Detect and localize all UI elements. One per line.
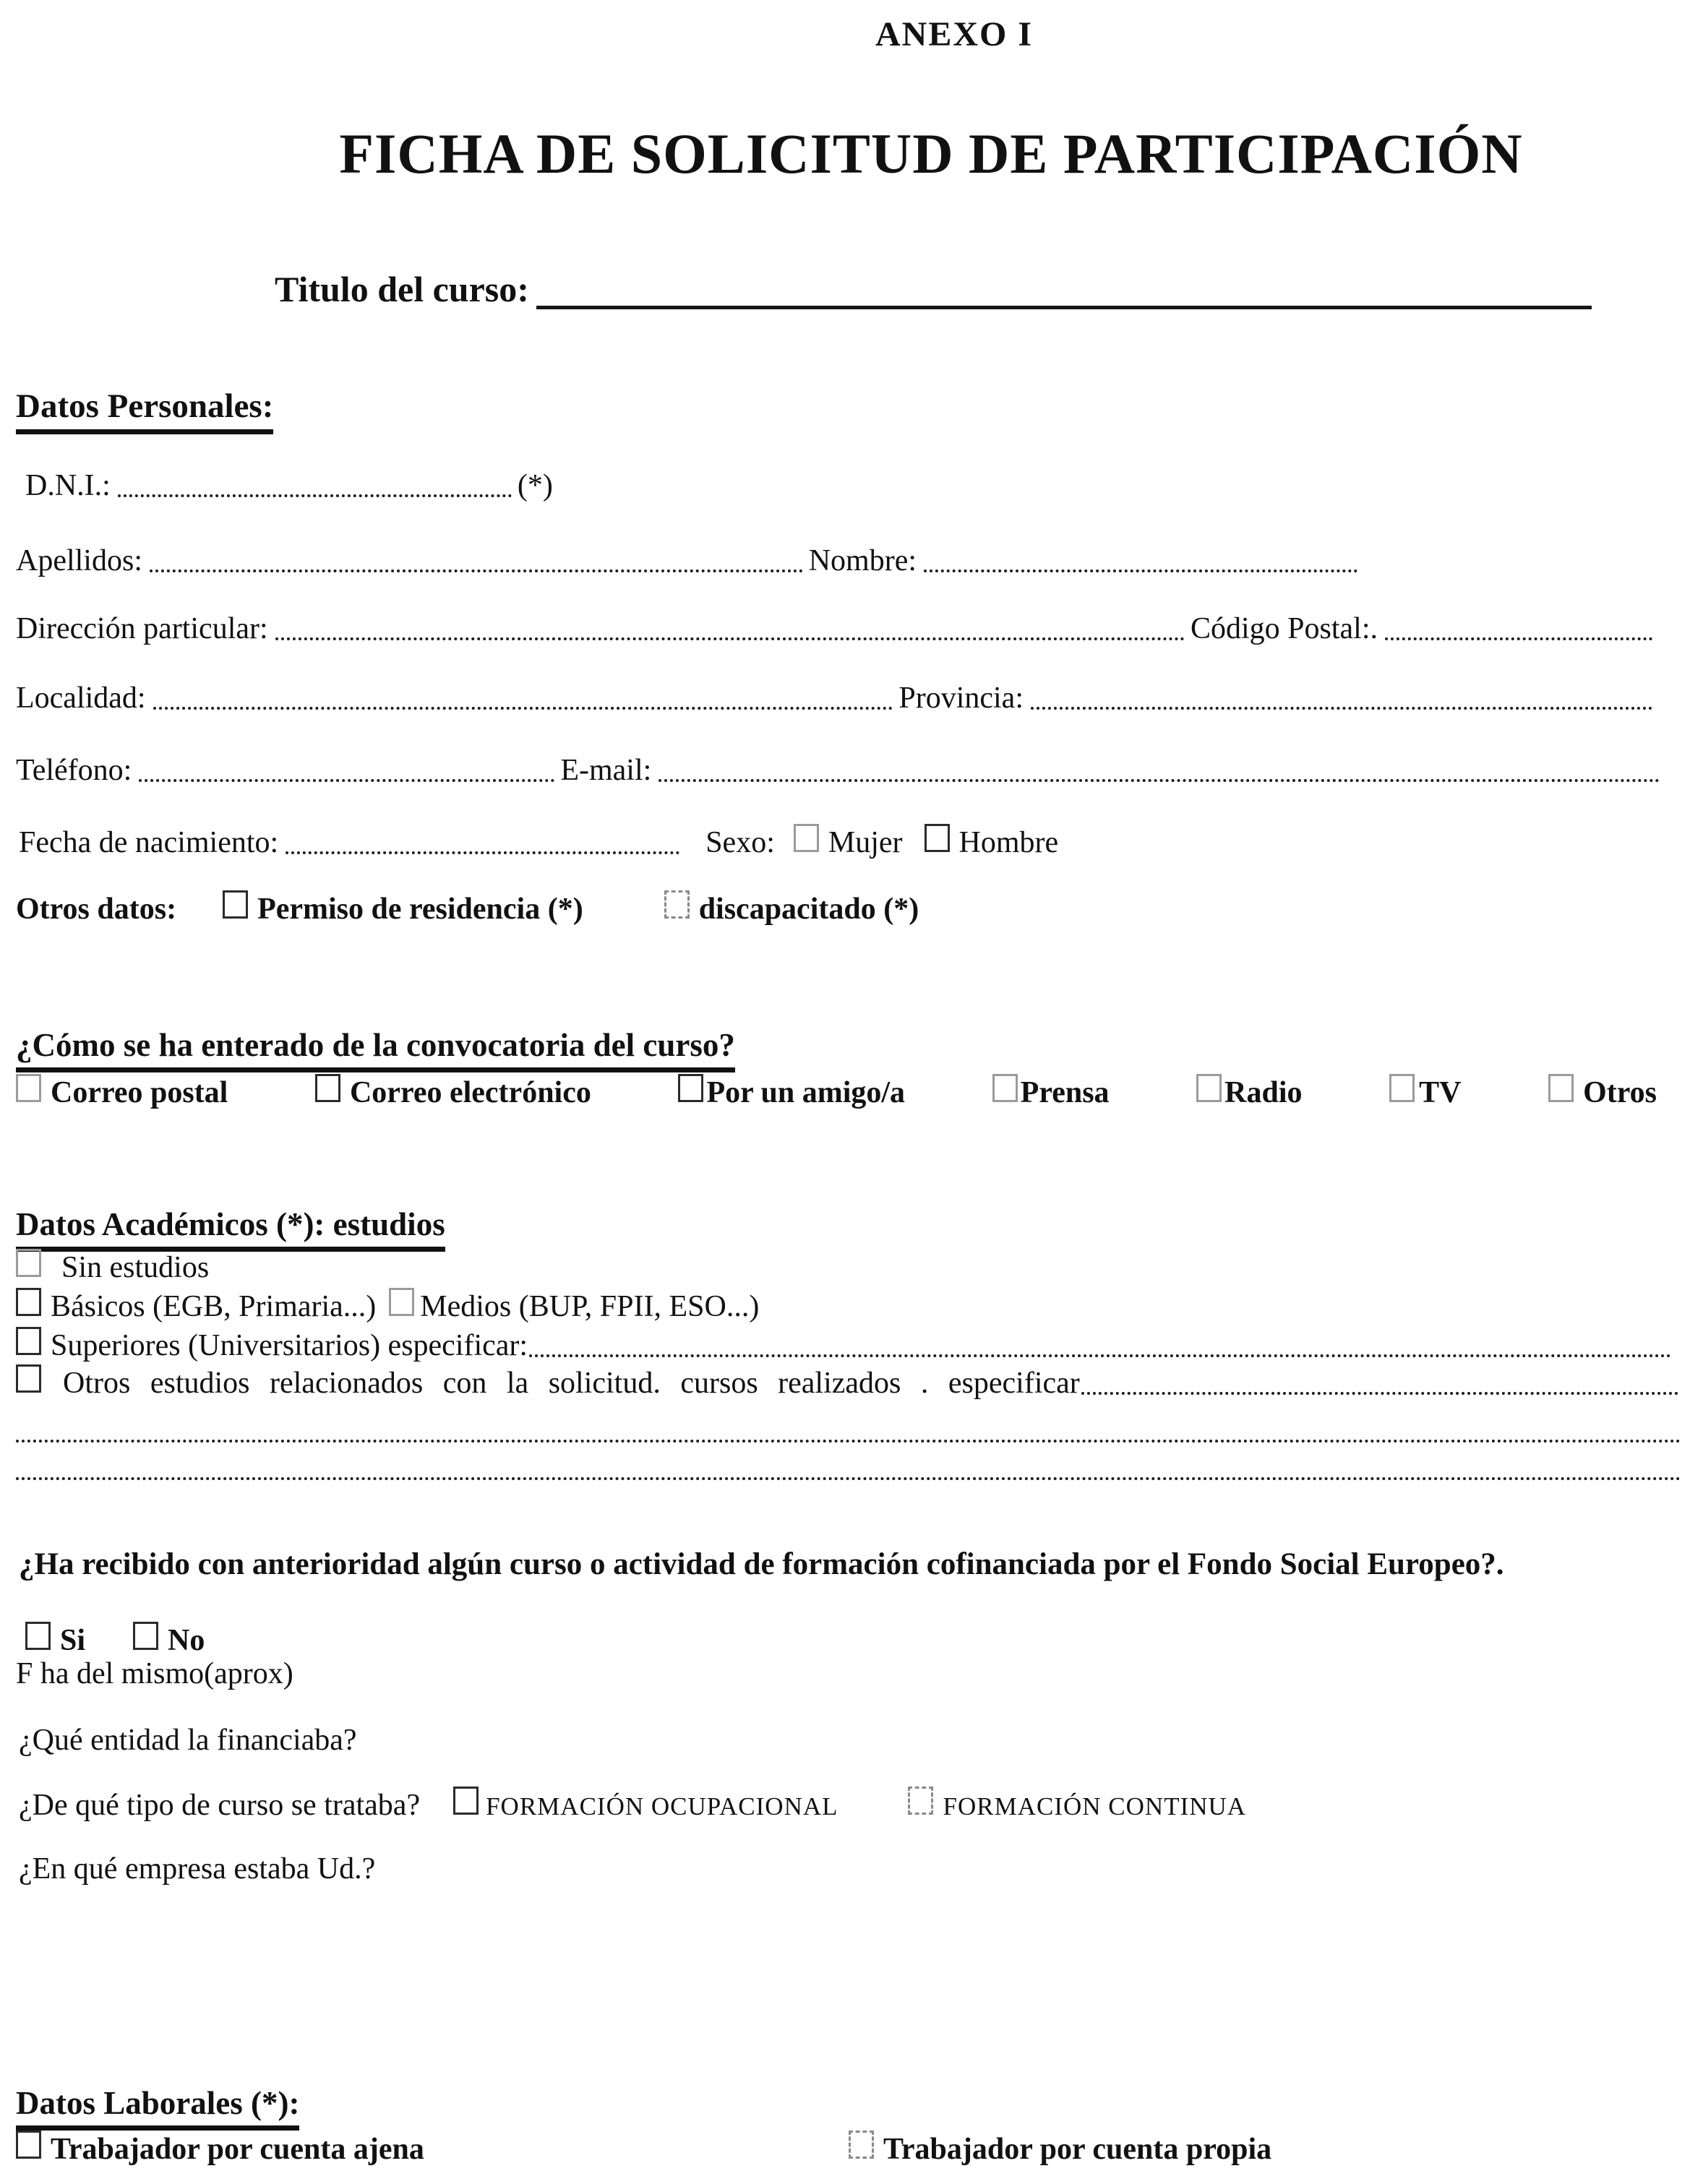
laborales-heading-text: Datos Laborales (*): (16, 2084, 299, 2131)
tipo-question-text: ¿De qué tipo de curso se trataba? (19, 1789, 421, 1822)
checkbox-otros[interactable] (1548, 1074, 1574, 1102)
otros-datos-label: Otros datos: (16, 893, 177, 926)
apellidos-input-line[interactable] (150, 569, 803, 572)
dni-required-mark: (*) (517, 469, 553, 502)
superiores-label: Superiores (Universitarios) especificar: (51, 1329, 528, 1362)
correo-postal-label: Correo postal (51, 1076, 228, 1109)
otros-label: Otros (1583, 1076, 1657, 1109)
telefono-field (16, 753, 1665, 788)
laborales-section-heading (16, 2084, 299, 2131)
form-title-text: FICHA DE SOLICITUD DE PARTICIPACIÓN (339, 122, 1523, 185)
por-un-amigo-label: Por un amigo/a (706, 1076, 906, 1109)
convocatoria-options (16, 1074, 1657, 1110)
convocatoria-option-radio (1196, 1074, 1302, 1110)
si-label: Si (60, 1624, 86, 1657)
fecha-nacimiento-label: Fecha de nacimiento: (19, 826, 279, 859)
telefono-label: Teléfono: (16, 754, 132, 787)
formacion-ocupacional-label: FORMACIÓN OCUPACIONAL (486, 1792, 838, 1820)
sin-estudios-label: Sin estudios (61, 1251, 210, 1284)
formacion-continua-label: FORMACIÓN CONTINUA (943, 1792, 1247, 1820)
course-title-input-line[interactable] (536, 306, 1592, 309)
cuenta-ajena-label: Trabajador por cuenta ajena (51, 2133, 424, 2166)
otros-estudios-input-line-3[interactable] (16, 1477, 1681, 1480)
provincia-input-line[interactable] (1031, 707, 1652, 710)
convocatoria-option-correo-postal (16, 1074, 228, 1110)
fse-question (19, 1547, 1504, 1582)
academicos-section-heading (16, 1205, 445, 1252)
estudios-option-sin (16, 1249, 209, 1285)
no-label: No (168, 1624, 205, 1657)
fecha-nacimiento-input-line[interactable] (286, 851, 679, 854)
convocatoria-option-correo-electronico (315, 1074, 591, 1110)
checkbox-tv[interactable] (1389, 1074, 1415, 1102)
convocatoria-section-heading (16, 1026, 735, 1072)
nombre-input-line[interactable] (924, 569, 1357, 572)
entidad-question-field (19, 1723, 357, 1758)
fse-question-text: ¿Ha recibido con anterioridad algún curso o actividad de formación cofinanciada por el Fondo Social Europeo?. (19, 1547, 1504, 1581)
checkbox-prensa[interactable] (992, 1074, 1018, 1102)
codigo-postal-label: Código Postal:. (1190, 612, 1378, 645)
checkbox-sin-estudios[interactable] (16, 1249, 41, 1277)
nombre-label: Nombre: (808, 544, 917, 577)
fecha-mismo-field (16, 1656, 293, 1691)
checkbox-correo-postal[interactable] (16, 1074, 41, 1102)
checkbox-por-un-amigo[interactable] (678, 1074, 703, 1102)
laborales-option-ajena (16, 2131, 849, 2167)
checkbox-basicos[interactable] (16, 1288, 41, 1316)
course-title-label: Titulo del curso: (275, 269, 529, 309)
email-input-line[interactable] (659, 779, 1660, 782)
convocatoria-option-prensa (992, 1074, 1110, 1110)
checkbox-permiso-residencia[interactable] (223, 890, 248, 919)
apellidos-nombre-field (16, 543, 1363, 578)
prensa-label: Prensa (1020, 1076, 1110, 1109)
medios-label: Medios (BUP, FPII, ESO...) (420, 1290, 760, 1323)
cuenta-propia-label: Trabajador por cuenta propia (883, 2133, 1272, 2166)
basicos-label: Básicos (EGB, Primaria...) (51, 1290, 377, 1323)
sexo-option-mujer: Mujer (828, 826, 903, 859)
checkbox-formacion-ocupacional[interactable] (453, 1787, 479, 1815)
otros-datos-option-permiso: Permiso de residencia (*) (257, 893, 583, 926)
form-title (0, 121, 1703, 186)
checkbox-hombre[interactable] (925, 824, 950, 852)
course-title-field (275, 269, 1597, 311)
fecha-nacimiento-field (19, 824, 1058, 860)
laborales-option-propia (849, 2131, 1271, 2167)
empresa-question-text: ¿En qué empresa estaba Ud.? (19, 1852, 376, 1886)
convocatoria-heading-text: ¿Cómo se ha enterado de la convocatoria del curso? (16, 1026, 735, 1072)
checkbox-superiores[interactable] (16, 1327, 41, 1355)
direccion-input-line[interactable] (275, 637, 1185, 640)
academicos-heading-text: Datos Académicos (*): estudios (16, 1205, 445, 1252)
dni-input-line[interactable] (118, 494, 512, 497)
empresa-question-field (19, 1852, 375, 1886)
convocatoria-option-tv (1389, 1074, 1461, 1110)
convocatoria-option-amigo (678, 1074, 905, 1110)
checkbox-discapacitado[interactable] (664, 890, 690, 919)
provincia-label: Provincia: (898, 682, 1024, 715)
localidad-label: Localidad: (16, 682, 146, 715)
fecha-mismo-label: F ha del mismo(aprox) (16, 1657, 293, 1690)
checkbox-medios[interactable] (389, 1288, 414, 1316)
checkbox-no[interactable] (133, 1622, 158, 1650)
radio-label: Radio (1224, 1076, 1303, 1109)
estudios-option-basicos-medios (16, 1288, 759, 1324)
localidad-input-line[interactable] (153, 707, 893, 710)
checkbox-otros-estudios[interactable] (16, 1364, 41, 1393)
superiores-input-line[interactable] (529, 1354, 1671, 1357)
telefono-input-line[interactable] (139, 779, 554, 782)
codigo-postal-input-line[interactable] (1385, 637, 1652, 640)
personal-section-heading (16, 387, 273, 434)
email-label: E-mail: (560, 754, 652, 787)
localidad-field (16, 681, 1658, 715)
estudios-option-otros (16, 1364, 1684, 1401)
annex-title (0, 14, 1703, 54)
tipo-curso-field (19, 1787, 1246, 1823)
otros-estudios-input-line-1[interactable] (1081, 1392, 1678, 1395)
checkbox-correo-electronico[interactable] (315, 1074, 340, 1102)
annex-title-text: ANEXO I (875, 15, 1034, 53)
checkbox-radio[interactable] (1196, 1074, 1222, 1102)
convocatoria-option-otros (1548, 1074, 1657, 1110)
personal-heading-text: Datos Personales: (16, 387, 273, 434)
checkbox-formacion-continua[interactable] (908, 1787, 933, 1815)
sexo-label: Sexo: (705, 826, 775, 859)
checkbox-cuenta-ajena[interactable] (16, 2131, 41, 2159)
laborales-options (16, 2131, 1660, 2167)
dni-field (25, 468, 553, 503)
dni-label: D.N.I.: (25, 469, 111, 502)
sexo-option-hombre: Hombre (958, 826, 1059, 859)
checkbox-mujer[interactable] (794, 824, 819, 852)
estudios-option-superiores (16, 1327, 1677, 1363)
direccion-field (16, 611, 1658, 646)
correo-electronico-label: Correo electrónico (349, 1076, 591, 1109)
entidad-question-text: ¿Qué entidad la financiaba? (19, 1724, 357, 1757)
checkbox-cuenta-propia[interactable] (849, 2131, 874, 2159)
otros-datos-field (16, 890, 919, 927)
tv-label: TV (1419, 1076, 1462, 1109)
otros-estudios-label: Otros estudios relacionados con la solicitud. cursos realizados . especificar (63, 1367, 1080, 1400)
otros-datos-option-discapacitado: discapacitado (*) (698, 893, 919, 926)
direccion-label: Dirección particular: (16, 612, 268, 645)
fse-yes-no-field (25, 1622, 205, 1658)
checkbox-si[interactable] (25, 1622, 51, 1650)
otros-estudios-input-line-2[interactable] (16, 1440, 1681, 1443)
apellidos-label: Apellidos: (16, 544, 142, 577)
